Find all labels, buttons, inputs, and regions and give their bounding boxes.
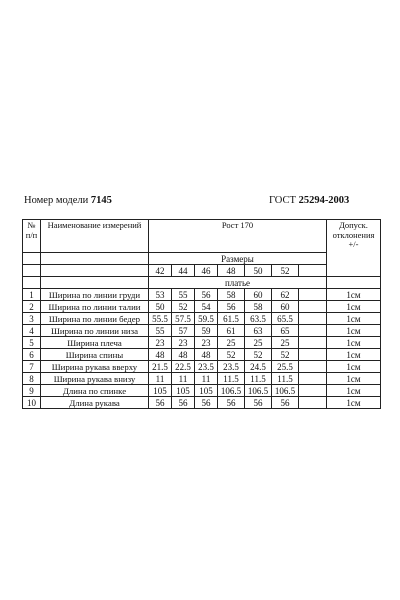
measurement-value: 11 <box>195 373 218 385</box>
measurement-value: 55.5 <box>149 313 172 325</box>
empty-cell <box>23 265 41 277</box>
model-label: Номер модели <box>24 195 89 206</box>
tolerance-value: 1см <box>327 313 381 325</box>
tolerance-value: 1см <box>327 289 381 301</box>
measurement-value: 21.5 <box>149 361 172 373</box>
measurement-value: 60 <box>272 301 299 313</box>
tolerance-value: 1см <box>327 373 381 385</box>
measurement-value: 56 <box>149 397 172 409</box>
row-number: 1 <box>23 289 41 301</box>
measurement-name: Ширина по линии талии <box>41 301 149 313</box>
empty-cell <box>299 313 327 325</box>
measurement-value: 52 <box>172 301 195 313</box>
empty-cell <box>41 277 149 289</box>
measurement-value: 106.5 <box>272 385 299 397</box>
measurement-value: 57 <box>172 325 195 337</box>
empty-cell <box>41 265 149 277</box>
measurement-name: Длина по спинке <box>41 385 149 397</box>
product-row <box>23 277 381 289</box>
measurement-value: 59 <box>195 325 218 337</box>
measurement-value: 23.5 <box>195 361 218 373</box>
empty-cell <box>299 397 327 409</box>
row-number: 9 <box>23 385 41 397</box>
model-number: 7145 <box>90 195 112 206</box>
measurement-value: 48 <box>195 349 218 361</box>
table-row <box>23 349 381 361</box>
measurement-name: Ширина по линии низа <box>41 325 149 337</box>
measurement-value: 56 <box>272 397 299 409</box>
size-chart-table <box>22 219 381 409</box>
col-name-header: Наименование измерений <box>41 220 149 253</box>
gost-caption <box>269 195 349 206</box>
tolerance-value: 1см <box>327 385 381 397</box>
measurement-value: 56 <box>195 289 218 301</box>
measurement-value: 53 <box>149 289 172 301</box>
measurement-value: 52 <box>245 349 272 361</box>
measurement-value: 52 <box>272 349 299 361</box>
measurement-value: 106.5 <box>218 385 245 397</box>
empty-cell <box>299 349 327 361</box>
measurement-name: Ширина рукава вверху <box>41 361 149 373</box>
measurement-value: 55 <box>149 325 172 337</box>
measurement-value: 23 <box>195 337 218 349</box>
empty-cell <box>299 325 327 337</box>
measurement-value: 52 <box>218 349 245 361</box>
measurement-name: Ширина плеча <box>41 337 149 349</box>
measurement-value: 11 <box>149 373 172 385</box>
measurement-value: 65.5 <box>272 313 299 325</box>
table-row <box>23 325 381 337</box>
measurement-value: 60 <box>245 289 272 301</box>
empty-cell <box>23 253 41 265</box>
table-row <box>23 361 381 373</box>
measurement-value: 56 <box>195 397 218 409</box>
measurement-name: Ширина спины <box>41 349 149 361</box>
size-header-46: 46 <box>195 265 218 277</box>
col-height-header: Рост 170 <box>149 220 327 253</box>
measurement-value: 59.5 <box>195 313 218 325</box>
tolerance-value: 1см <box>327 349 381 361</box>
measurement-value: 62 <box>272 289 299 301</box>
gost-number: 25294-2003 <box>298 195 350 206</box>
tolerance-value: 1см <box>327 361 381 373</box>
measurement-value: 56 <box>218 301 245 313</box>
measurement-value: 25 <box>218 337 245 349</box>
measurement-value: 23.5 <box>218 361 245 373</box>
table-row <box>23 289 381 301</box>
measurement-value: 105 <box>172 385 195 397</box>
table-row <box>23 301 381 313</box>
measurement-name: Ширина рукава внизу <box>41 373 149 385</box>
row-number: 5 <box>23 337 41 349</box>
empty-cell <box>327 277 381 289</box>
empty-cell <box>299 361 327 373</box>
measurement-value: 48 <box>149 349 172 361</box>
measurement-value: 48 <box>172 349 195 361</box>
empty-cell <box>299 337 327 349</box>
measurement-value: 23 <box>172 337 195 349</box>
empty-cell <box>41 253 149 265</box>
measurement-value: 105 <box>149 385 172 397</box>
size-header-44: 44 <box>172 265 195 277</box>
measurement-value: 56 <box>218 397 245 409</box>
measurement-value: 11.5 <box>272 373 299 385</box>
row-number: 6 <box>23 349 41 361</box>
measurement-value: 24.5 <box>245 361 272 373</box>
row-number: 2 <box>23 301 41 313</box>
measurement-value: 63 <box>245 325 272 337</box>
product-label: платье <box>149 277 327 289</box>
table-row <box>23 397 381 409</box>
measurement-value: 11 <box>172 373 195 385</box>
measurement-value: 58 <box>245 301 272 313</box>
tolerance-value: 1см <box>327 325 381 337</box>
tolerance-value: 1см <box>327 301 381 313</box>
row-number: 4 <box>23 325 41 337</box>
measurement-value: 57.5 <box>172 313 195 325</box>
tolerance-value: 1см <box>327 337 381 349</box>
measurement-value: 63.5 <box>245 313 272 325</box>
measurement-value: 58 <box>218 289 245 301</box>
empty-cell <box>23 277 41 289</box>
empty-cell <box>299 385 327 397</box>
row-number: 10 <box>23 397 41 409</box>
size-header-52: 52 <box>272 265 299 277</box>
table-row <box>23 313 381 325</box>
gost-label: ГОСТ <box>269 195 296 206</box>
measurement-name: Длина рукава <box>41 397 149 409</box>
empty-cell <box>299 265 327 277</box>
measurement-value: 25 <box>272 337 299 349</box>
measurement-value: 61 <box>218 325 245 337</box>
measurement-name: Ширина по линии груди <box>41 289 149 301</box>
model-caption <box>24 195 112 206</box>
measurement-value: 11.5 <box>218 373 245 385</box>
measurement-value: 23 <box>149 337 172 349</box>
empty-cell <box>299 373 327 385</box>
table-row <box>23 373 381 385</box>
tolerance-value: 1см <box>327 397 381 409</box>
measurement-value: 22.5 <box>172 361 195 373</box>
measurement-value: 25.5 <box>272 361 299 373</box>
measurement-value: 54 <box>195 301 218 313</box>
empty-cell <box>299 301 327 313</box>
row-number: 7 <box>23 361 41 373</box>
measurement-value: 55 <box>172 289 195 301</box>
table-head-row <box>23 220 381 253</box>
measurement-value: 56 <box>245 397 272 409</box>
measurement-value: 106.5 <box>245 385 272 397</box>
sizes-label: Размеры <box>149 253 327 265</box>
empty-cell <box>299 289 327 301</box>
measurement-value: 25 <box>245 337 272 349</box>
measurement-name: Ширина по линии бедер <box>41 313 149 325</box>
row-number: 8 <box>23 373 41 385</box>
measurement-value: 50 <box>149 301 172 313</box>
measurement-value: 61.5 <box>218 313 245 325</box>
col-num-header: № п/п <box>23 220 41 253</box>
row-number: 3 <box>23 313 41 325</box>
size-header-50: 50 <box>245 265 272 277</box>
measurement-value: 56 <box>172 397 195 409</box>
size-header-42: 42 <box>149 265 172 277</box>
measurement-value: 105 <box>195 385 218 397</box>
table-row <box>23 337 381 349</box>
measurement-value: 65 <box>272 325 299 337</box>
col-tolerance-header: Допуск. отклонения +/- <box>327 220 381 277</box>
measurement-value: 11.5 <box>245 373 272 385</box>
table-row <box>23 385 381 397</box>
size-header-48: 48 <box>218 265 245 277</box>
document-header <box>24 195 380 209</box>
